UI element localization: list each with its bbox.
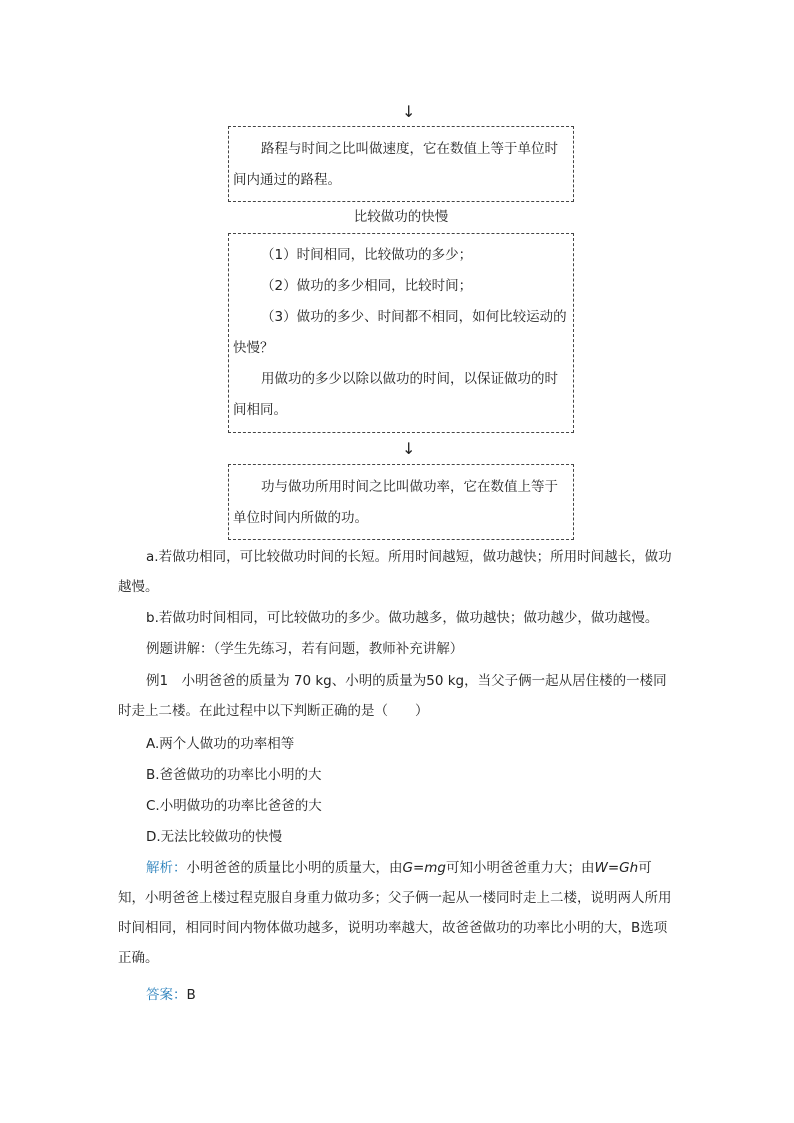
speed-definition-box	[228, 126, 574, 202]
analysis-part-2: 可知小明爸爸重力大；由	[446, 860, 595, 876]
option-c: C.小明做功的功率比爸爸的大	[146, 798, 322, 814]
power-definition-text: 功与做功所用时间之比叫做功率，它在数值上等于单位时间内所做的功。	[233, 479, 558, 526]
analysis-part-3: 可知，小明爸爸上楼过程克服自身重力做功多；父子俩一起从一楼同时走上二楼，说明两人所用时间相同，相同时间内物体做功越多，说明功率越大，故爸爸做功的功率比小明的大，B选项正确。	[118, 860, 672, 966]
answer-value: B	[186, 987, 196, 1003]
method-line-2: （2）做功的多少相同，比较时间；	[261, 278, 473, 294]
flow-arrow-2: ↓	[402, 439, 416, 458]
option-b: B.爸爸做功的功率比小明的大	[146, 767, 322, 783]
method-line-3: （3）做功的多少、时间都不相同，如何比较运动的快慢？	[233, 309, 567, 356]
option-a: A.两个人做功的功率相等	[146, 736, 295, 752]
method-line-1: （1）时间相同，比较做功的多少；	[261, 247, 473, 263]
answer-line	[118, 980, 678, 1010]
analysis-part-1: 小明爸爸的质量比小明的质量大，由	[186, 860, 403, 876]
analysis-label: 解析：	[146, 860, 187, 876]
answer-label: 答案：	[146, 987, 187, 1003]
power-definition-box	[228, 464, 574, 540]
flow-arrow-1: ↓	[402, 102, 416, 121]
flow-heading-compare-work-rate: 比较做功的快慢	[353, 209, 449, 225]
example-question: 例1 小明爸爸的质量为 70 kg、小明的质量为50 kg，当父子俩一起从居住楼的一楼同时走上二楼。在此过程中以下判断正确的是（ ）	[118, 673, 667, 719]
analysis-paragraph	[118, 853, 678, 973]
formula-w-gh: W=Gh	[594, 860, 639, 876]
speed-definition-text: 路程与时间之比叫做速度，它在数值上等于单位时间内通过的路程。	[233, 141, 558, 188]
formula-g-mg: G=mg	[402, 860, 446, 876]
note-a: a.若做功相同，可比较做功时间的长短。所用时间越短，做功越快；所用时间越长，做功越慢。	[118, 549, 672, 595]
option-d: D.无法比较做功的快慢	[146, 829, 283, 845]
note-b: b.若做功时间相同，可比较做功的多少。做功越多，做功越快；做功越少，做功越慢。	[146, 610, 659, 626]
example-intro: 例题讲解：（学生先练习，若有问题，教师补充讲解）	[146, 641, 464, 657]
compare-work-methods-box	[228, 233, 574, 433]
method-line-4: 用做功的多少以除以做功的时间，以保证做功的时间相同。	[233, 371, 558, 418]
